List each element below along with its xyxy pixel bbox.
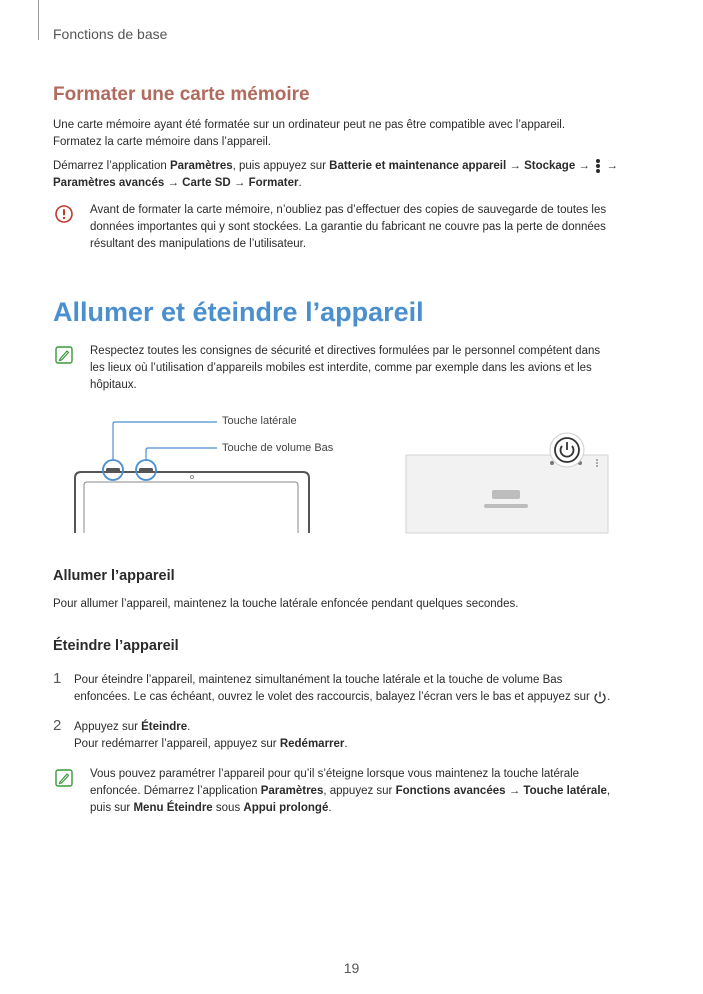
note-line: Vous pouvez paramétrer l’appareil pour qu’il s’éteigne lorsque vous maintenez la touche latérale — [90, 768, 580, 780]
device-illustration — [70, 410, 630, 540]
warning-text — [90, 202, 655, 253]
text: Appuyez sur — [74, 721, 142, 733]
warning-line: données importantes qui y sont stockées. La garantie du fabricant ne couvre pas la perte de données — [90, 221, 606, 233]
format-instructions — [53, 158, 663, 192]
callout-side-key: Touche latérale — [222, 415, 297, 427]
text: . — [298, 177, 302, 189]
more-options-icon — [593, 159, 603, 173]
text: Pour redémarrer l’appareil, appuyez sur — [74, 738, 280, 750]
text: enfoncée. Démarrez l’application — [90, 785, 261, 797]
step-line — [74, 689, 664, 706]
menu-name: Redémarrer — [279, 738, 345, 750]
step-line — [74, 736, 664, 753]
arrow: → — [603, 160, 618, 172]
side-key-note — [90, 766, 655, 817]
menu-name: Paramètres avancés — [53, 177, 165, 189]
section-title-format-card: Formater une carte mémoire — [53, 84, 310, 105]
warning-line: Avant de formater la carte mémoire, n’oubliez pas d’effectuer des copies de sauvegarde de toutes les — [90, 204, 607, 216]
page-number: 19 — [343, 960, 360, 976]
chapter-title-power: Allumer et éteindre l’appareil — [53, 297, 424, 327]
note-line — [90, 800, 655, 817]
note-icon — [55, 346, 73, 364]
callout-volume-down: Touche de volume Bas — [222, 442, 334, 454]
text: . — [328, 802, 332, 814]
arrow: → — [506, 160, 525, 172]
step-2-text — [74, 719, 664, 753]
running-header: Fonctions de base — [53, 26, 168, 42]
menu-name: Éteindre — [141, 721, 188, 733]
menu-name: Paramètres — [260, 785, 324, 797]
text: . — [607, 691, 611, 703]
text: , — [606, 785, 611, 797]
subsection-title-power-off: Éteindre l’appareil — [53, 638, 179, 654]
menu-name: Batterie et maintenance appareil — [329, 160, 507, 172]
text: . — [344, 738, 348, 750]
menu-name: Touche latérale — [523, 785, 607, 797]
arrow: → — [230, 177, 249, 189]
arrow: → — [505, 785, 524, 797]
safety-note — [90, 343, 655, 394]
step-line: Pour éteindre l’appareil, maintenez simultanément la touche latérale et la touche de volume Bas — [74, 674, 563, 686]
text: , appuyez sur — [323, 785, 396, 797]
text: , puis appuyez sur — [232, 160, 330, 172]
menu-name: Formater — [248, 177, 299, 189]
menu-name: Stockage — [524, 160, 576, 172]
intro-line-2: Formatez la carte mémoire dans l’appareil. — [53, 136, 271, 148]
note-line — [90, 783, 655, 800]
step-number: 1 — [53, 670, 62, 687]
menu-name: Appui prolongé — [243, 802, 329, 814]
note-line: hôpitaux. — [90, 379, 137, 391]
power-icon — [593, 690, 607, 704]
arrow: → — [164, 177, 183, 189]
warning-icon — [55, 205, 73, 223]
step-line — [74, 719, 664, 736]
menu-name: Fonctions avancées — [395, 785, 506, 797]
menu-name: Menu Éteindre — [133, 802, 213, 814]
arrow: → — [575, 160, 594, 172]
text: Démarrez l’application — [53, 160, 170, 172]
menu-name: Paramètres — [169, 160, 233, 172]
note-icon — [55, 769, 73, 787]
margin-rule — [38, 0, 39, 40]
warning-line: résultant des manipulations de l’utilisateur. — [90, 238, 307, 250]
step-1-text — [74, 672, 664, 706]
menu-name: Carte SD — [182, 177, 231, 189]
note-line: les lieux où l’utilisation d’appareils mobiles est interdite, comme par exemple dans les avions et les — [90, 362, 592, 374]
text: . — [187, 721, 191, 733]
text: enfoncées. Le cas échéant, ouvrez le volet des raccourcis, balayez l’écran vers le bas et appuyez sur — [74, 691, 590, 703]
note-line: Respectez toutes les consignes de sécurité et directives formulées par le personnel compétent dans — [90, 345, 601, 357]
subsection-title-power-on: Allumer l’appareil — [53, 568, 175, 584]
power-on-text: Pour allumer l’appareil, maintenez la touche latérale enfoncée pendant quelques secondes. — [53, 598, 519, 610]
text: sous — [212, 802, 244, 814]
step-number: 2 — [53, 717, 62, 734]
text: puis sur — [90, 802, 134, 814]
intro-line-1: Une carte mémoire ayant été formatée sur un ordinateur peut ne pas être compatible avec l’appareil. — [53, 119, 566, 131]
